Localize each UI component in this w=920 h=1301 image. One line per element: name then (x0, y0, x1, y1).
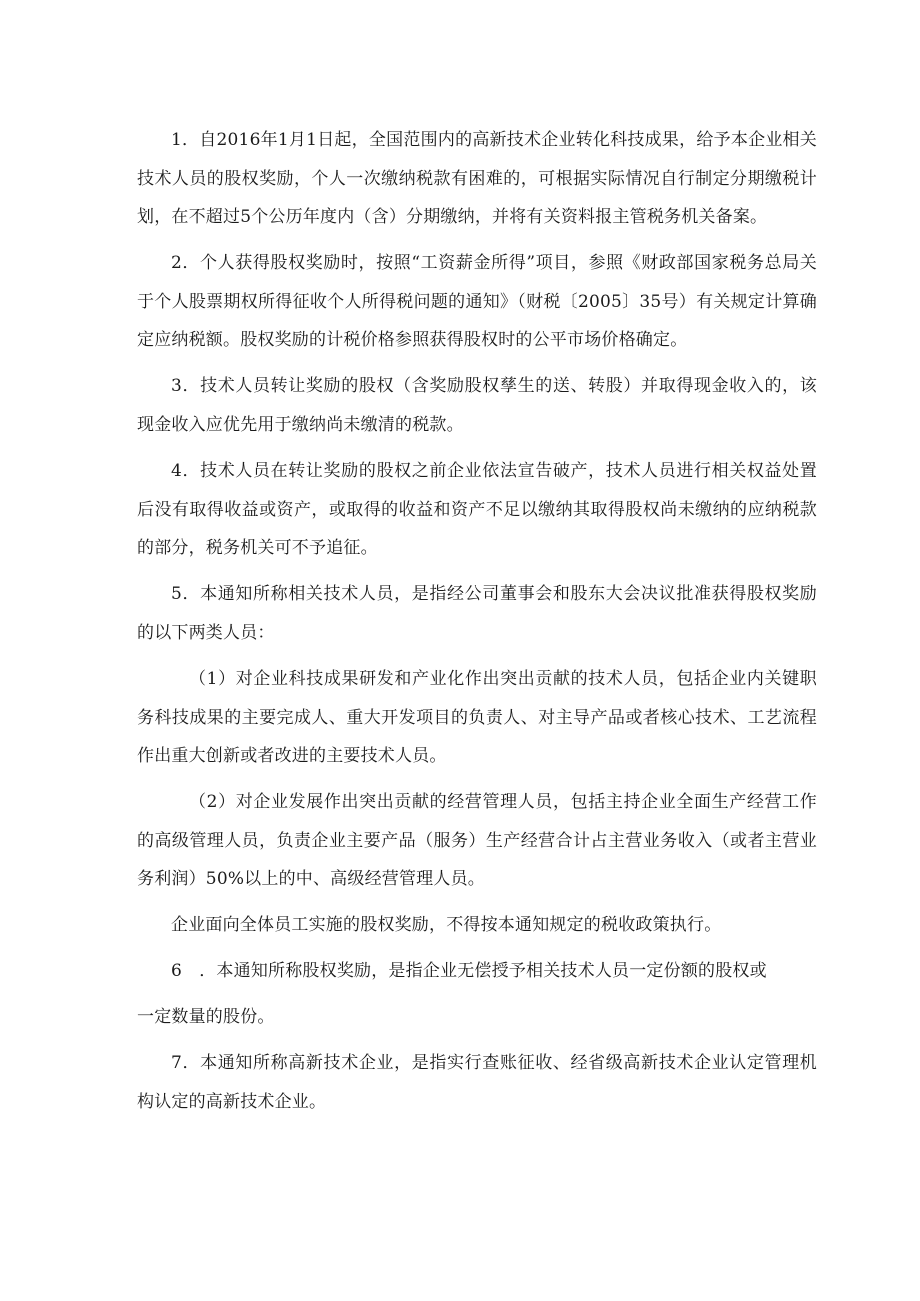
paragraph-4: 4．技术人员在转让奖励的股权之前企业依法宣告破产，技术人员进行相关权益处置后没有取得收益或资产，或取得的收益和资产不足以缴纳其取得股权尚未缴纳的应纳税款的部分，税务机关可不予追征。 (137, 461, 817, 558)
paragraph-1: 1．自2016年1月1日起，全国范围内的高新技术企业转化科技成果，给予本企业相关技术人员的股权奖励，个人一次缴纳税款有困难的，可根据实际情况自行制定分期缴税计划，在不超过5个公历年度内（含）分期缴纳，并将有关资料报主管税务机关备案。 (137, 130, 817, 227)
paragraph-2: 2．个人获得股权奖励时，按照“工资薪金所得”项目，参照《财政部国家税务总局关于个人股票期权所得征收个人所得税问题的通知》（财税〔2005〕35号）有关规定计算确定应纳税额。股权奖励的计税价格参照获得股权时的公平市场价格确定。 (137, 253, 817, 350)
paragraph-7: 7．本通知所称高新技术企业，是指实行查账征收、经省级高新技术企业认定管理机构认定的高新技术企业。 (137, 1053, 817, 1112)
paragraph-3: 3．技术人员转让奖励的股权（含奖励股权孳生的送、转股）并取得现金收入的，该现金收入应优先用于缴纳尚未缴清的税款。 (137, 376, 817, 435)
paragraph-5: 5．本通知所称相关技术人员，是指经公司董事会和股东大会决议批准获得股权奖励的以下两类人员： (137, 584, 817, 643)
paragraph-6-continued: 一定数量的股份。 (137, 1007, 275, 1027)
paragraph-5-item-2: （2）对企业发展作出突出贡献的经营管理人员，包括主持企业全面生产经营工作的高级管理人员，负责企业主要产品（服务）生产经营合计占主营业务收入（或者主营业务利润）50%以上的中、高级经营管理人员。 (137, 792, 817, 889)
paragraph-note: 企业面向全体员工实施的股权奖励，不得按本通知规定的税收政策执行。 (171, 915, 722, 935)
paragraph-6: 6 ．本通知所称股权奖励，是指企业无偿授予相关技术人员一定份额的股权或 (171, 961, 767, 981)
paragraph-5-item-1: （1）对企业科技成果研发和产业化作出突出贡献的技术人员，包括企业内关键职务科技成果的主要完成人、重大开发项目的负责人、对主导产品或者核心技术、工艺流程作出重大创新或者改进的主要技术人员。 (137, 669, 817, 766)
